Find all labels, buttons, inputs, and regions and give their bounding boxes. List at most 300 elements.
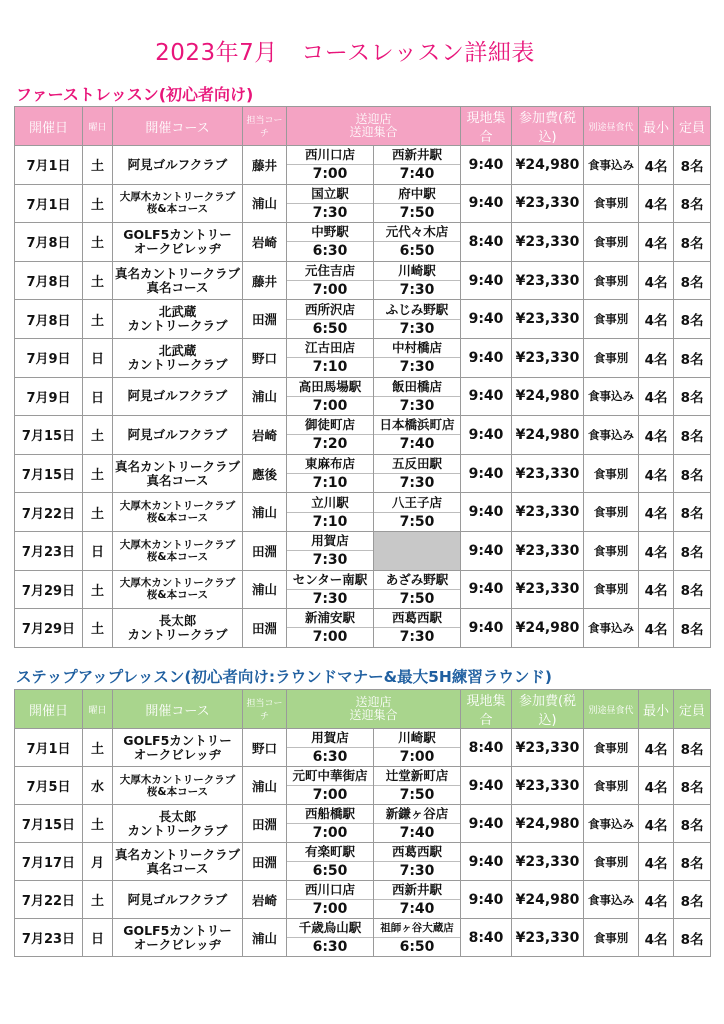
pickup-store-1 xyxy=(287,881,374,919)
coach-cell: 岩崎 xyxy=(243,223,287,262)
pickup-store-1 xyxy=(287,377,374,416)
pickup-store-name: 西川口店 xyxy=(287,146,373,165)
course-cell xyxy=(113,261,243,300)
table-row xyxy=(15,843,711,881)
onsite-time-cell: 8:40 xyxy=(461,729,512,767)
pickup-time: 7:10 xyxy=(312,513,348,530)
table-row xyxy=(15,767,711,805)
pickup-store-1 xyxy=(287,531,374,570)
table-row xyxy=(15,531,711,570)
date-cell: 7月9日 xyxy=(15,338,83,377)
header-course: 開催コース xyxy=(113,107,243,146)
course-name-line: 桜&本コース xyxy=(146,512,209,525)
coach-cell: 浦山 xyxy=(243,377,287,416)
pickup-store-2 xyxy=(374,454,461,493)
table-row xyxy=(15,454,711,493)
pickup-time: 7:30 xyxy=(312,590,348,607)
date-cell: 7月29日 xyxy=(15,570,83,609)
pickup-store-name: 祖師ヶ谷大蔵店 xyxy=(374,919,460,938)
pickup-store-1 xyxy=(287,300,374,339)
capacity-cell: 8名 xyxy=(674,609,711,648)
fee-cell: ¥23,330 xyxy=(512,493,584,532)
fee-cell: ¥24,980 xyxy=(512,609,584,648)
coach-cell: 藤井 xyxy=(243,261,287,300)
course-cell xyxy=(113,338,243,377)
meal-cell: 食事別 xyxy=(584,300,639,339)
onsite-time-cell: 9:40 xyxy=(461,377,512,416)
pickup-time: 7:50 xyxy=(399,787,435,803)
header-date: 開催日 xyxy=(15,690,83,729)
date-cell: 7月22日 xyxy=(15,881,83,919)
capacity-cell: 8名 xyxy=(674,300,711,339)
capacity-cell: 8名 xyxy=(674,184,711,223)
header-min: 最小 xyxy=(639,107,674,146)
pickup-store-name: 江古田店 xyxy=(287,339,373,358)
meal-cell: 食事別 xyxy=(584,338,639,377)
table-row xyxy=(15,919,711,957)
meal-cell: 食事込み xyxy=(584,609,639,648)
pickup-store-2 xyxy=(374,300,461,339)
min-participants-cell: 4名 xyxy=(639,493,674,532)
header-fee: 参加費(税込) xyxy=(512,107,584,146)
header-pickup xyxy=(287,690,461,729)
capacity-cell: 8名 xyxy=(674,261,711,300)
coach-cell: 野口 xyxy=(243,338,287,377)
pickup-store-2 xyxy=(374,805,461,843)
min-participants-cell: 4名 xyxy=(639,416,674,455)
coach-cell: 田淵 xyxy=(243,531,287,570)
weekday-cell: 土 xyxy=(83,261,113,300)
date-cell: 7月15日 xyxy=(15,454,83,493)
capacity-cell: 8名 xyxy=(674,767,711,805)
course-cell xyxy=(113,184,243,223)
pickup-store-name: 中村橋店 xyxy=(374,339,460,358)
fee-cell: ¥24,980 xyxy=(512,416,584,455)
pickup-store-1 xyxy=(287,223,374,262)
course-name-line: GOLF5カントリー xyxy=(123,732,232,748)
pickup-store-name: ふじみ野駅 xyxy=(374,301,460,320)
weekday-cell: 土 xyxy=(83,729,113,767)
header-pickup xyxy=(287,107,461,146)
pickup-time: 7:20 xyxy=(312,436,348,453)
weekday-cell: 土 xyxy=(83,454,113,493)
pickup-time: 7:00 xyxy=(312,397,348,414)
course-cell xyxy=(113,881,243,919)
min-participants-cell: 4名 xyxy=(639,843,674,881)
table-row xyxy=(15,416,711,455)
pickup-store-1 xyxy=(287,146,374,185)
table-header-row xyxy=(15,107,711,146)
pickup-store-name: 府中駅 xyxy=(374,185,460,204)
course-name-line: 桜&本コース xyxy=(146,550,209,563)
pickup-store-name: 有楽町駅 xyxy=(287,843,373,862)
course-name-line: 北武蔵 xyxy=(158,304,197,320)
fee-cell: ¥23,330 xyxy=(512,338,584,377)
pickup-store-1 xyxy=(287,843,374,881)
pickup-store-name: 西新井駅 xyxy=(374,881,460,900)
date-cell: 7月22日 xyxy=(15,493,83,532)
fee-cell: ¥23,330 xyxy=(512,729,584,767)
min-participants-cell: 4名 xyxy=(639,919,674,957)
table-row xyxy=(15,729,711,767)
course-name-line: 真名カントリークラブ xyxy=(114,458,240,474)
pickup-time: 7:30 xyxy=(399,629,435,646)
section-title-first-lesson: ファーストレッスン(初心者向け) xyxy=(16,85,254,104)
course-name-line: 大厚木カントリークラブ xyxy=(119,500,236,513)
capacity-cell: 8名 xyxy=(674,338,711,377)
pickup-store-name: 用賀店 xyxy=(287,532,373,551)
date-cell: 7月5日 xyxy=(15,767,83,805)
pickup-time: 7:30 xyxy=(399,282,435,299)
capacity-cell: 8名 xyxy=(674,729,711,767)
header-pickup-line2: 送迎集合 xyxy=(349,125,398,139)
course-name-line: 大厚木カントリークラブ xyxy=(119,577,236,590)
weekday-cell: 日 xyxy=(83,338,113,377)
pickup-time: 7:00 xyxy=(312,787,348,803)
course-name-line: 阿見ゴルフクラブ xyxy=(127,156,228,172)
header-weekday: 曜日 xyxy=(83,690,113,729)
pickup-store-2 xyxy=(374,261,461,300)
capacity-cell: 8名 xyxy=(674,454,711,493)
pickup-store-name: 高田馬場駅 xyxy=(287,378,373,397)
pickup-store-2 xyxy=(374,881,461,919)
pickup-store-2 xyxy=(374,609,461,648)
pickup-time: 7:30 xyxy=(399,863,435,879)
pickup-time: 7:40 xyxy=(399,825,435,841)
table-row xyxy=(15,570,711,609)
course-name-line: 真名カントリークラブ xyxy=(114,846,240,862)
min-participants-cell: 4名 xyxy=(639,261,674,300)
course-cell xyxy=(113,531,243,570)
pickup-time: 7:50 xyxy=(399,590,435,607)
capacity-cell: 8名 xyxy=(674,493,711,532)
pickup-store-2 xyxy=(374,377,461,416)
pickup-time: 7:30 xyxy=(399,359,435,376)
fee-cell: ¥23,330 xyxy=(512,570,584,609)
min-participants-cell: 4名 xyxy=(639,300,674,339)
pickup-store-2 xyxy=(374,338,461,377)
header-capacity: 定員 xyxy=(674,690,711,729)
pickup-time: 7:30 xyxy=(312,552,348,569)
pickup-time: 7:00 xyxy=(399,749,435,765)
pickup-time: 7:10 xyxy=(312,359,348,376)
pickup-time: 7:40 xyxy=(399,436,435,453)
pickup-store-2 xyxy=(374,184,461,223)
course-name-line: カントリークラブ xyxy=(127,626,228,642)
onsite-time-cell: 9:40 xyxy=(461,184,512,223)
table-row xyxy=(15,377,711,416)
pickup-time: 6:50 xyxy=(312,863,348,879)
onsite-time-cell: 9:40 xyxy=(461,767,512,805)
meal-cell: 食事込み xyxy=(584,146,639,185)
meal-cell: 食事別 xyxy=(584,531,639,570)
coach-cell: 田淵 xyxy=(243,805,287,843)
course-name-line: オークビレッヂ xyxy=(133,746,222,762)
pickup-store-1 xyxy=(287,493,374,532)
course-name-line: オークビレッヂ xyxy=(133,936,222,952)
course-name-line: 桜&本コース xyxy=(146,203,209,216)
course-name-line: カントリークラブ xyxy=(127,822,228,838)
weekday-cell: 土 xyxy=(83,146,113,185)
table-row xyxy=(15,805,711,843)
course-name-line: 桜&本コース xyxy=(146,785,209,798)
pickup-store-name: 飯田橋店 xyxy=(374,378,460,397)
course-cell xyxy=(113,454,243,493)
pickup-time: 7:30 xyxy=(312,204,348,221)
pickup-time: 7:00 xyxy=(312,282,348,299)
course-cell xyxy=(113,416,243,455)
course-cell xyxy=(113,767,243,805)
weekday-cell: 日 xyxy=(83,377,113,416)
onsite-time-cell: 9:40 xyxy=(461,531,512,570)
capacity-cell: 8名 xyxy=(674,531,711,570)
pickup-time: 7:30 xyxy=(399,397,435,414)
capacity-cell: 8名 xyxy=(674,570,711,609)
fee-cell: ¥23,330 xyxy=(512,843,584,881)
coach-cell: 岩崎 xyxy=(243,881,287,919)
onsite-time-cell: 9:40 xyxy=(461,454,512,493)
pickup-store-name: 西所沢店 xyxy=(287,301,373,320)
pickup-store-name: 新鎌ヶ谷店 xyxy=(374,805,460,824)
course-cell xyxy=(113,146,243,185)
coach-cell: 浦山 xyxy=(243,767,287,805)
pickup-store-name: 川崎駅 xyxy=(374,262,460,281)
pickup-store-1 xyxy=(287,416,374,455)
coach-cell: 浦山 xyxy=(243,919,287,957)
page-title: 2023年7月 コースレッスン詳細表 xyxy=(155,40,535,66)
course-name-line: 長太郎 xyxy=(158,612,197,628)
pickup-store-name: 元住吉店 xyxy=(287,262,373,281)
table-row xyxy=(15,261,711,300)
weekday-cell: 水 xyxy=(83,767,113,805)
min-participants-cell: 4名 xyxy=(639,338,674,377)
pickup-store-name: あざみ野駅 xyxy=(374,571,460,590)
fee-cell: ¥23,330 xyxy=(512,300,584,339)
pickup-store-name: 新浦安駅 xyxy=(287,609,373,628)
capacity-cell: 8名 xyxy=(674,416,711,455)
header-coach: 担当コーチ xyxy=(243,107,287,146)
date-cell: 7月17日 xyxy=(15,843,83,881)
pickup-store-name: 国立駅 xyxy=(287,185,373,204)
header-pickup-line2: 送迎集合 xyxy=(349,708,398,722)
pickup-store-1 xyxy=(287,805,374,843)
course-cell xyxy=(113,223,243,262)
weekday-cell: 土 xyxy=(83,493,113,532)
pickup-time: 7:00 xyxy=(312,166,348,183)
min-participants-cell: 4名 xyxy=(639,223,674,262)
pickup-store-2 xyxy=(374,146,461,185)
min-participants-cell: 4名 xyxy=(639,377,674,416)
table-row xyxy=(15,300,711,339)
date-cell: 7月1日 xyxy=(15,184,83,223)
coach-cell: 田淵 xyxy=(243,609,287,648)
pickup-store-name: 西葛西駅 xyxy=(374,609,460,628)
course-name-line: 真名コース xyxy=(146,472,209,488)
pickup-store-2 xyxy=(374,729,461,767)
course-name-line: 真名コース xyxy=(146,860,209,876)
course-name-line: 阿見ゴルフクラブ xyxy=(127,426,228,442)
pickup-store-name: 東麻布店 xyxy=(287,455,373,474)
pickup-time: 7:30 xyxy=(399,475,435,492)
pickup-time: 6:30 xyxy=(312,749,348,765)
weekday-cell: 土 xyxy=(83,184,113,223)
pickup-time: 7:10 xyxy=(312,475,348,492)
onsite-time-cell: 9:40 xyxy=(461,493,512,532)
coach-cell: 田淵 xyxy=(243,843,287,881)
weekday-cell: 土 xyxy=(83,300,113,339)
fee-cell: ¥23,330 xyxy=(512,454,584,493)
onsite-time-cell: 8:40 xyxy=(461,223,512,262)
meal-cell: 食事別 xyxy=(584,454,639,493)
min-participants-cell: 4名 xyxy=(639,184,674,223)
table-row xyxy=(15,493,711,532)
coach-cell: 藤井 xyxy=(243,146,287,185)
course-cell xyxy=(113,377,243,416)
course-name-line: 阿見ゴルフクラブ xyxy=(127,388,228,404)
header-weekday: 曜日 xyxy=(83,107,113,146)
weekday-cell: 月 xyxy=(83,843,113,881)
weekday-cell: 日 xyxy=(83,919,113,957)
date-cell: 7月1日 xyxy=(15,146,83,185)
weekday-cell: 日 xyxy=(83,531,113,570)
pickup-store-name: 五反田駅 xyxy=(374,455,460,474)
pickup-time: 6:50 xyxy=(312,320,348,337)
pickup-time: 7:40 xyxy=(399,901,435,917)
pickup-store-name: 用賀店 xyxy=(287,729,373,748)
min-participants-cell: 4名 xyxy=(639,454,674,493)
pickup-store-1 xyxy=(287,729,374,767)
pickup-store-2 xyxy=(374,493,461,532)
pickup-store-name: 中野駅 xyxy=(287,223,373,242)
weekday-cell: 土 xyxy=(83,416,113,455)
course-name-line: オークビレッヂ xyxy=(133,240,222,256)
date-cell: 7月9日 xyxy=(15,377,83,416)
header-meal: 別途昼食代 xyxy=(584,690,639,729)
header-onsite: 現地集合 xyxy=(461,107,512,146)
pickup-time: 7:40 xyxy=(399,166,435,183)
date-cell: 7月8日 xyxy=(15,261,83,300)
pickup-store-1 xyxy=(287,919,374,957)
onsite-time-cell: 9:40 xyxy=(461,338,512,377)
date-cell: 7月8日 xyxy=(15,223,83,262)
pickup-store-1 xyxy=(287,767,374,805)
capacity-cell: 8名 xyxy=(674,805,711,843)
pickup-store-2 xyxy=(374,843,461,881)
min-participants-cell: 4名 xyxy=(639,767,674,805)
fee-cell: ¥24,980 xyxy=(512,881,584,919)
pickup-store-name: センター南駅 xyxy=(287,571,373,590)
coach-cell: 田淵 xyxy=(243,300,287,339)
coach-cell: 浦山 xyxy=(243,570,287,609)
coach-cell: 野口 xyxy=(243,729,287,767)
date-cell: 7月8日 xyxy=(15,300,83,339)
meal-cell: 食事別 xyxy=(584,493,639,532)
course-cell xyxy=(113,609,243,648)
onsite-time-cell: 9:40 xyxy=(461,300,512,339)
pickup-store-2 xyxy=(374,416,461,455)
weekday-cell: 土 xyxy=(83,609,113,648)
capacity-cell: 8名 xyxy=(674,146,711,185)
pickup-store-name: 立川駅 xyxy=(287,494,373,513)
pickup-store-name: 八王子店 xyxy=(374,494,460,513)
pickup-store-name: 西葛西駅 xyxy=(374,843,460,862)
fee-cell: ¥23,330 xyxy=(512,919,584,957)
pickup-store-name: 西新井駅 xyxy=(374,146,460,165)
min-participants-cell: 4名 xyxy=(639,531,674,570)
stepup-lesson-table xyxy=(14,689,711,957)
meal-cell: 食事別 xyxy=(584,843,639,881)
onsite-time-cell: 9:40 xyxy=(461,843,512,881)
pickup-time: 6:30 xyxy=(312,243,348,260)
pickup-store-name: 御徒町店 xyxy=(287,416,373,435)
header-coach: 担当コーチ xyxy=(243,690,287,729)
meal-cell: 食事込み xyxy=(584,377,639,416)
table-header-row xyxy=(15,690,711,729)
onsite-time-cell: 9:40 xyxy=(461,609,512,648)
course-name-line: 大厚木カントリークラブ xyxy=(119,538,236,551)
meal-cell: 食事込み xyxy=(584,805,639,843)
weekday-cell: 土 xyxy=(83,223,113,262)
coach-cell: 浦山 xyxy=(243,184,287,223)
pickup-time: 7:00 xyxy=(312,629,348,646)
pickup-store-1 xyxy=(287,261,374,300)
pickup-time: 7:50 xyxy=(399,204,435,221)
pickup-store-1 xyxy=(287,454,374,493)
fee-cell: ¥23,330 xyxy=(512,767,584,805)
pickup-store-2-empty xyxy=(374,531,461,570)
header-meal: 別途昼食代 xyxy=(584,107,639,146)
course-cell xyxy=(113,843,243,881)
onsite-time-cell: 9:40 xyxy=(461,570,512,609)
date-cell: 7月29日 xyxy=(15,609,83,648)
meal-cell: 食事別 xyxy=(584,919,639,957)
header-min: 最小 xyxy=(639,690,674,729)
header-date: 開催日 xyxy=(15,107,83,146)
course-cell xyxy=(113,300,243,339)
pickup-store-1 xyxy=(287,184,374,223)
table-row xyxy=(15,223,711,262)
fee-cell: ¥23,330 xyxy=(512,184,584,223)
course-cell xyxy=(113,919,243,957)
date-cell: 7月23日 xyxy=(15,531,83,570)
meal-cell: 食事別 xyxy=(584,261,639,300)
pickup-store-2 xyxy=(374,223,461,262)
meal-cell: 食事別 xyxy=(584,223,639,262)
course-cell xyxy=(113,570,243,609)
table-row xyxy=(15,338,711,377)
fee-cell: ¥23,330 xyxy=(512,531,584,570)
min-participants-cell: 4名 xyxy=(639,805,674,843)
course-name-line: 桜&本コース xyxy=(146,589,209,602)
table-row xyxy=(15,146,711,185)
pickup-store-name: 日本橋浜町店 xyxy=(374,416,460,435)
capacity-cell: 8名 xyxy=(674,843,711,881)
pickup-store-1 xyxy=(287,609,374,648)
header-pickup-line1: 送迎店 xyxy=(355,695,392,709)
onsite-time-cell: 9:40 xyxy=(461,416,512,455)
meal-cell: 食事別 xyxy=(584,767,639,805)
meal-cell: 食事別 xyxy=(584,570,639,609)
header-course: 開催コース xyxy=(113,690,243,729)
pickup-store-2 xyxy=(374,767,461,805)
min-participants-cell: 4名 xyxy=(639,729,674,767)
capacity-cell: 8名 xyxy=(674,223,711,262)
onsite-time-cell: 9:40 xyxy=(461,146,512,185)
course-name-line: 大厚木カントリークラブ xyxy=(119,773,236,786)
date-cell: 7月1日 xyxy=(15,729,83,767)
onsite-time-cell: 9:40 xyxy=(461,881,512,919)
course-name-line: 大厚木カントリークラブ xyxy=(119,191,236,204)
